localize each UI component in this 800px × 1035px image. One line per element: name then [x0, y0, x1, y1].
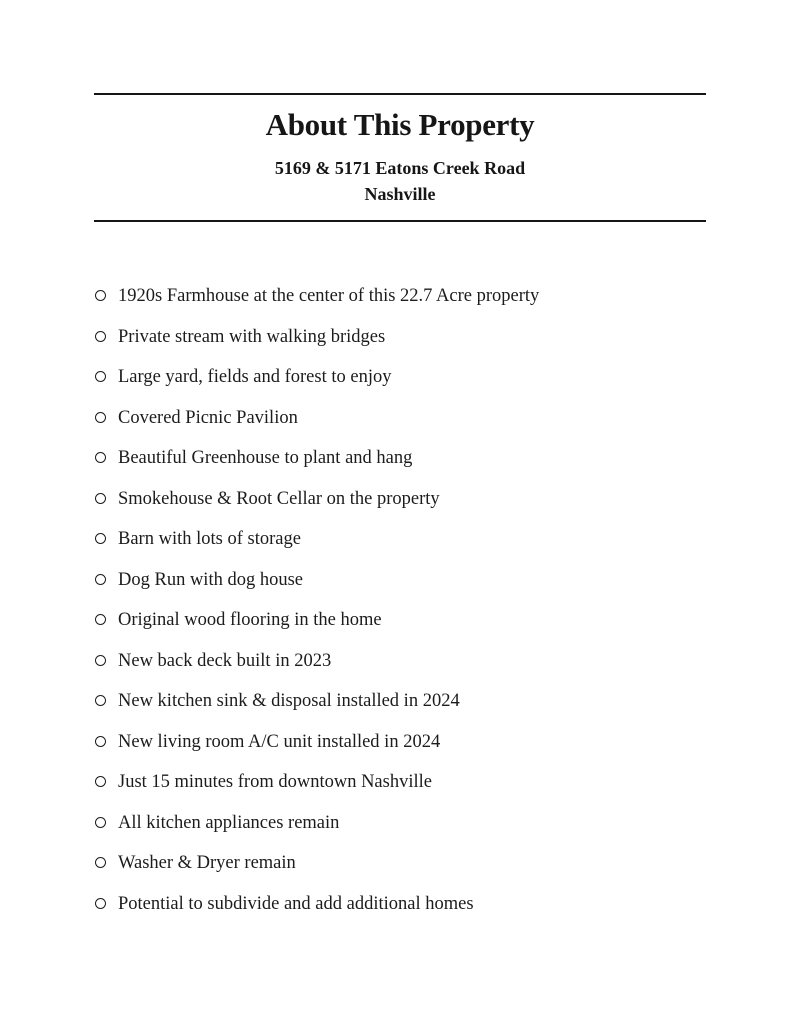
list-item: [95, 365, 740, 390]
list-item: [95, 730, 740, 755]
list-item: [95, 446, 740, 471]
list-item: [95, 406, 740, 431]
circle-bullet-icon: [95, 614, 106, 625]
circle-bullet-icon: [95, 452, 106, 463]
feature-text: Smokehouse & Root Cellar on the property: [118, 488, 440, 509]
circle-bullet-icon: [95, 776, 106, 787]
feature-text: Just 15 minutes from downtown Nashville: [118, 772, 432, 792]
property-address: [94, 155, 706, 207]
list-item: [95, 892, 740, 917]
feature-text: New back deck built in 2023: [118, 650, 332, 671]
circle-bullet-icon: [95, 574, 106, 585]
feature-text: Original wood flooring in the home: [118, 610, 382, 630]
feature-text: Washer & Dryer remain: [118, 853, 296, 873]
feature-text: Beautiful Greenhouse to plant and hang: [118, 448, 413, 468]
circle-bullet-icon: [95, 695, 106, 706]
feature-text: Potential to subdivide and add additional homes: [118, 893, 474, 914]
feature-text: New living room A/C unit installed in 2024: [118, 731, 441, 752]
list-item: [95, 811, 740, 836]
feature-text: New kitchen sink & disposal installed in 2024: [118, 691, 460, 711]
circle-bullet-icon: [95, 493, 106, 504]
list-item: [95, 284, 740, 309]
list-item: [95, 770, 740, 795]
page-title: About This Property: [265, 107, 535, 142]
circle-bullet-icon: [95, 371, 106, 382]
feature-text: Covered Picnic Pavilion: [118, 407, 298, 428]
feature-text: Dog Run with dog house: [118, 569, 303, 590]
list-item: [95, 851, 740, 876]
header: [94, 93, 706, 222]
circle-bullet-icon: [95, 857, 106, 868]
feature-text: Barn with lots of storage: [118, 529, 301, 549]
circle-bullet-icon: [95, 412, 106, 423]
circle-bullet-icon: [95, 736, 106, 747]
circle-bullet-icon: [95, 331, 106, 342]
feature-text: All kitchen appliances remain: [118, 812, 340, 833]
circle-bullet-icon: [95, 817, 106, 828]
list-item: [95, 325, 740, 350]
address-line-2: Nashville: [364, 184, 436, 204]
feature-text: Large yard, fields and forest to enjoy: [118, 367, 392, 387]
address-line-1: 5169 & 5171 Eatons Creek Road: [274, 158, 526, 178]
circle-bullet-icon: [95, 533, 106, 544]
list-item: [95, 568, 740, 593]
list-item: [95, 527, 740, 552]
feature-list: [95, 284, 740, 932]
circle-bullet-icon: [95, 290, 106, 301]
circle-bullet-icon: [95, 898, 106, 909]
list-item: [95, 649, 740, 674]
list-item: [95, 608, 740, 633]
feature-text: Private stream with walking bridges: [118, 326, 386, 347]
list-item: [95, 689, 740, 714]
feature-text: 1920s Farmhouse at the center of this 22.7 Acre property: [118, 286, 540, 306]
list-item: [95, 487, 740, 512]
circle-bullet-icon: [95, 655, 106, 666]
